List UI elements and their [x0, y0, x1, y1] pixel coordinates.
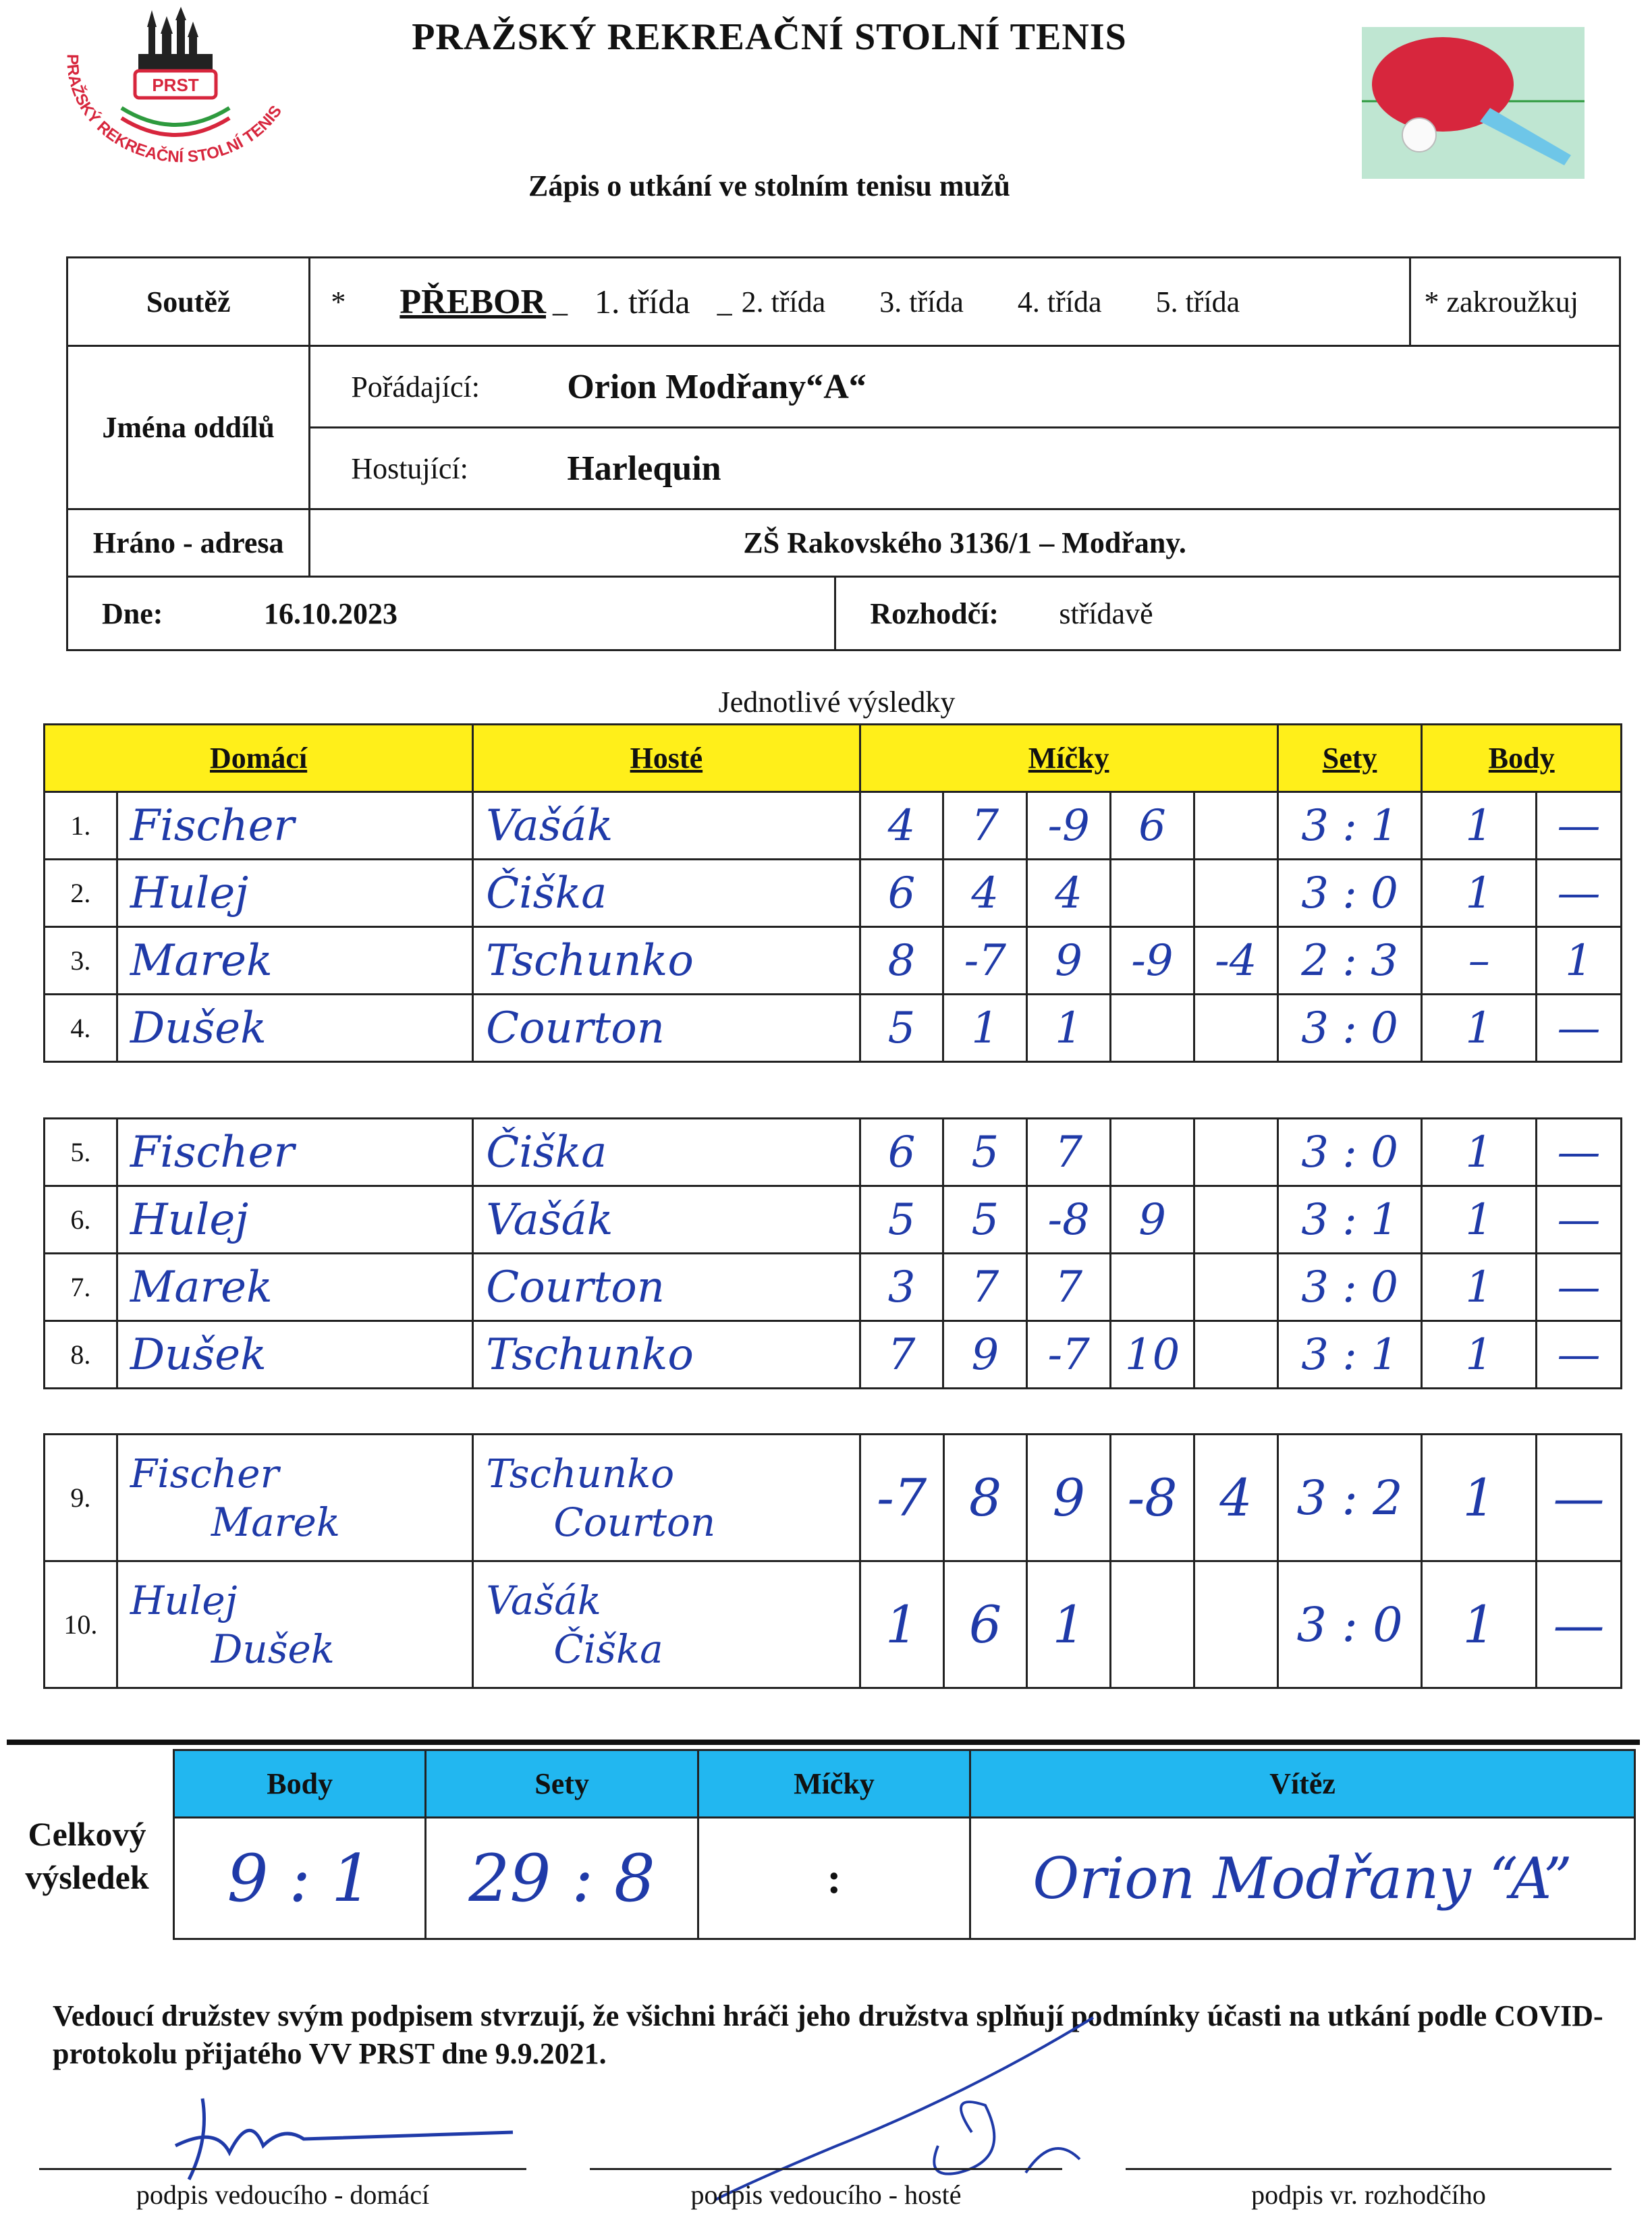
page-subtitle: Zápis o utkání ve stolním tenisu mužů: [528, 169, 1010, 202]
points-guest[interactable]: —: [1537, 1321, 1622, 1389]
match-row: [45, 860, 1622, 927]
home-player-1[interactable]: Fischer: [130, 1450, 279, 1497]
signature-line-home: [39, 2168, 526, 2170]
header-hoste: Hosté: [473, 725, 860, 792]
ball-score[interactable]: [1194, 1186, 1278, 1254]
total-body-value[interactable]: 9 : 1: [174, 1818, 426, 1939]
match-number: 7.: [45, 1254, 117, 1321]
header-domaci: Domácí: [45, 725, 473, 792]
rozhodci-value[interactable]: střídavě: [1059, 596, 1153, 630]
class-option-3[interactable]: 3. třída: [879, 285, 964, 318]
signature-home-label: podpis vedoucího - domácí: [136, 2179, 430, 2210]
guest-player[interactable]: Čiška: [473, 1119, 860, 1186]
ball-score[interactable]: 6: [1111, 792, 1194, 860]
ball-score[interactable]: 4: [1027, 860, 1111, 927]
sets-score[interactable]: 3 : 0: [1277, 1561, 1422, 1688]
match-number: 6.: [45, 1186, 117, 1254]
sets-score[interactable]: 3 : 1: [1277, 792, 1422, 860]
ball-score[interactable]: [1111, 1119, 1194, 1186]
sets-score[interactable]: 3 : 2: [1277, 1435, 1422, 1561]
hrano-label: Hráno - adresa: [67, 509, 310, 577]
header-sety: Sety: [1277, 725, 1422, 792]
soutez-options: [310, 258, 1620, 346]
results-table-doubles: [43, 1433, 1622, 1689]
match-row: [45, 1321, 1622, 1389]
match-number: 1.: [45, 792, 117, 860]
home-player[interactable]: Fischer: [117, 792, 472, 860]
signature-guest-label: podpis vedoucího - hosté: [690, 2179, 962, 2210]
signature-ref-label: podpis vr. rozhodčího: [1251, 2179, 1486, 2210]
points-guest[interactable]: —: [1537, 1186, 1622, 1254]
sets-score[interactable]: 3 : 0: [1277, 995, 1422, 1062]
ball-score[interactable]: 6: [860, 1119, 943, 1186]
points-guest[interactable]: —: [1537, 1254, 1622, 1321]
class-option-2[interactable]: 2. třída: [741, 285, 826, 318]
ball-score[interactable]: 4: [943, 860, 1027, 927]
ball-score[interactable]: [1111, 1561, 1194, 1688]
match-number: 5.: [45, 1119, 117, 1186]
results-table-b: [43, 1117, 1622, 1389]
soutez-star: *: [331, 285, 346, 318]
guest-player-1[interactable]: Tschunko: [486, 1450, 675, 1497]
match-row: [45, 1254, 1622, 1321]
points-home[interactable]: 1: [1422, 792, 1537, 860]
ball-score[interactable]: 9: [1027, 1435, 1111, 1561]
ball-score[interactable]: 8: [860, 927, 943, 995]
ball-score[interactable]: [1111, 860, 1194, 927]
signature-line-ref: [1126, 2168, 1612, 2170]
jmena-label: Jména oddílů: [67, 346, 310, 509]
match-number: 2.: [45, 860, 117, 927]
ping-pong-icon: [1362, 27, 1585, 179]
home-player-2[interactable]: Dušek: [211, 1626, 335, 1672]
poradajici-value[interactable]: Orion Modřany“A“: [567, 367, 866, 406]
sets-score[interactable]: 2 : 3: [1277, 927, 1422, 995]
doubles-row: [45, 1435, 1622, 1561]
guest-player[interactable]: Vašák: [473, 792, 860, 860]
results-caption: Jednotlivé výsledky: [718, 685, 956, 719]
points-home[interactable]: 1: [1422, 1186, 1537, 1254]
home-pair[interactable]: [117, 1561, 472, 1688]
ball-score[interactable]: 5: [860, 1186, 943, 1254]
ball-score[interactable]: 9: [1111, 1186, 1194, 1254]
total-header-vitez: Vítěz: [970, 1750, 1635, 1818]
ball-score[interactable]: 3: [860, 1254, 943, 1321]
points-guest[interactable]: —: [1537, 860, 1622, 927]
guest-player[interactable]: Courton: [473, 1254, 860, 1321]
ball-score[interactable]: 4: [1194, 1435, 1278, 1561]
sets-score[interactable]: 3 : 0: [1277, 1119, 1422, 1186]
match-row: [45, 995, 1622, 1062]
total-header-body: Body: [174, 1750, 426, 1818]
home-player[interactable]: Fischer: [117, 1119, 472, 1186]
class-option-4[interactable]: 4. třída: [1017, 285, 1102, 318]
guest-pair[interactable]: [473, 1561, 860, 1688]
ball-score[interactable]: -7: [1027, 1321, 1111, 1389]
results-table-a: [43, 723, 1622, 1063]
guest-player[interactable]: Courton: [473, 995, 860, 1062]
guest-player[interactable]: Tschunko: [473, 1321, 860, 1389]
sets-score[interactable]: 3 : 0: [1277, 860, 1422, 927]
points-home[interactable]: 1: [1422, 860, 1537, 927]
match-row: [45, 1186, 1622, 1254]
points-home[interactable]: 1: [1422, 1321, 1537, 1389]
ball-score[interactable]: 6: [860, 860, 943, 927]
ball-score[interactable]: 4: [860, 792, 943, 860]
points-home[interactable]: 1: [1422, 1119, 1537, 1186]
points-home[interactable]: –: [1422, 927, 1537, 995]
total-sety-value[interactable]: 29 : 8: [426, 1818, 698, 1939]
poradajici-label: Pořádající:: [351, 370, 480, 404]
info-table: [66, 256, 1621, 651]
match-row: [45, 792, 1622, 860]
class-option-5[interactable]: 5. třída: [1155, 285, 1240, 318]
match-row: [45, 1119, 1622, 1186]
ball-score[interactable]: -8: [1027, 1186, 1111, 1254]
rozhodci-label: Rozhodčí:: [870, 596, 999, 630]
ball-score[interactable]: 5: [943, 1186, 1027, 1254]
doubles-row: [45, 1561, 1622, 1688]
dne-label: Dne:: [102, 596, 163, 630]
points-home[interactable]: 1: [1422, 1254, 1537, 1321]
home-pair[interactable]: [117, 1435, 472, 1561]
dne-value[interactable]: 16.10.2023: [264, 596, 397, 630]
hostujici-label: Hostující:: [351, 451, 468, 485]
total-header-sety: Sety: [426, 1750, 698, 1818]
ball-score[interactable]: 9: [1027, 927, 1111, 995]
page-title: PRAŽSKÝ REKREAČNÍ STOLNÍ TENIS: [412, 16, 1127, 58]
hrano-value[interactable]: ZŠ Rakovského 3136/1 – Modřany.: [310, 509, 1620, 577]
match-number: 4.: [45, 995, 117, 1062]
home-player[interactable]: Hulej: [117, 1186, 472, 1254]
prst-logo: [27, 7, 310, 209]
points-guest[interactable]: —: [1537, 995, 1622, 1062]
class-separator: _: [553, 285, 568, 318]
ball-score[interactable]: 10: [1111, 1321, 1194, 1389]
ball-score[interactable]: -4: [1194, 927, 1277, 995]
guest-pair[interactable]: [473, 1435, 860, 1561]
ball-score[interactable]: 1: [1027, 1561, 1111, 1688]
class-option-1[interactable]: 1. třída: [595, 283, 690, 321]
total-top-rule: [7, 1740, 1640, 1745]
match-row: [45, 927, 1622, 995]
sets-score[interactable]: 3 : 1: [1277, 1321, 1422, 1389]
ball-score[interactable]: 7: [943, 1254, 1027, 1321]
ball-score[interactable]: 7: [943, 792, 1027, 860]
logo-ring-text: PRAŽSKÝ REKREAČNÍ STOLNÍ TENIS: [63, 53, 286, 167]
ball-score[interactable]: 6: [943, 1561, 1027, 1688]
ball-score[interactable]: 7: [1027, 1254, 1111, 1321]
guest-player[interactable]: Vašák: [473, 1186, 860, 1254]
points-home[interactable]: 1: [1422, 995, 1537, 1062]
ball-score[interactable]: [1194, 860, 1277, 927]
match-number: 3.: [45, 927, 117, 995]
points-guest[interactable]: —: [1537, 1435, 1622, 1561]
ball-score[interactable]: [1194, 1321, 1278, 1389]
prst-logo-graphic: [27, 7, 310, 209]
home-player-2[interactable]: Marek: [211, 1499, 341, 1545]
header-body: Body: [1422, 725, 1622, 792]
guest-player-1[interactable]: Vašák: [486, 1577, 601, 1623]
total-table: [173, 1749, 1636, 1940]
ball-score[interactable]: 8: [943, 1435, 1027, 1561]
signature-line-guest: [590, 2168, 1062, 2170]
ball-score[interactable]: -8: [1111, 1435, 1194, 1561]
match-number: 8.: [45, 1321, 117, 1389]
guest-player[interactable]: Čiška: [473, 860, 860, 927]
sets-score[interactable]: 3 : 0: [1277, 1254, 1422, 1321]
points-guest[interactable]: —: [1537, 792, 1622, 860]
ball-score[interactable]: 7: [1027, 1119, 1111, 1186]
points-home[interactable]: 1: [1422, 1435, 1537, 1561]
ball-score[interactable]: [1194, 995, 1277, 1062]
ball-score[interactable]: [1111, 1254, 1194, 1321]
ball-score[interactable]: 1: [1027, 995, 1111, 1062]
ball-score[interactable]: -9: [1111, 927, 1194, 995]
signature-home-scribble: [162, 2085, 540, 2186]
hostujici-value[interactable]: Harlequin: [567, 449, 721, 488]
logo-text: PRST: [152, 75, 199, 95]
ball-score[interactable]: 5: [860, 995, 943, 1062]
home-player[interactable]: Marek: [117, 1254, 472, 1321]
ball-score[interactable]: 5: [943, 1119, 1027, 1186]
total-label: Celkový výsledek: [25, 1815, 149, 1896]
match-number: 9.: [45, 1435, 117, 1561]
points-home[interactable]: 1: [1422, 1561, 1537, 1688]
home-player[interactable]: Hulej: [117, 860, 472, 927]
ball-score[interactable]: -9: [1027, 792, 1111, 860]
guest-player-2[interactable]: Courton: [553, 1499, 716, 1545]
circle-note: * zakroužkuj: [1409, 258, 1619, 345]
ball-score[interactable]: 1: [943, 995, 1027, 1062]
ball-score[interactable]: [1111, 995, 1194, 1062]
match-number: 10.: [45, 1561, 117, 1688]
paddle-graphic: [1362, 27, 1585, 179]
ball-score[interactable]: -7: [943, 927, 1027, 995]
class-separator: _: [717, 285, 732, 318]
ball-score[interactable]: 1: [860, 1561, 943, 1688]
ball-score[interactable]: [1194, 1561, 1278, 1688]
ball-score[interactable]: -7: [860, 1435, 943, 1561]
points-guest[interactable]: 1: [1537, 927, 1622, 995]
total-micky-value[interactable]: :: [698, 1818, 970, 1939]
ball-score[interactable]: [1194, 1254, 1278, 1321]
total-header-micky: Míčky: [698, 1750, 970, 1818]
soutez-label: Soutěž: [67, 258, 310, 346]
header-micky: Míčky: [860, 725, 1277, 792]
guest-player-2[interactable]: Čiška: [553, 1626, 663, 1672]
points-guest[interactable]: —: [1537, 1119, 1622, 1186]
sets-score[interactable]: 3 : 1: [1277, 1186, 1422, 1254]
home-player[interactable]: Marek: [117, 927, 472, 995]
home-player[interactable]: Dušek: [117, 1321, 472, 1389]
points-guest[interactable]: —: [1537, 1561, 1622, 1688]
ball-score[interactable]: [1194, 1119, 1278, 1186]
guest-player[interactable]: Tschunko: [473, 927, 860, 995]
home-player[interactable]: Dušek: [117, 995, 472, 1062]
ball-score[interactable]: 9: [943, 1321, 1027, 1389]
ball-score[interactable]: [1194, 792, 1277, 860]
total-vitez-value[interactable]: Orion Modřany “A”: [970, 1818, 1635, 1939]
ball-score[interactable]: 7: [860, 1321, 943, 1389]
class-prebor[interactable]: PŘEBOR: [400, 282, 546, 321]
covid-statement: Vedoucí družstev svým podpisem stvrzují, že všichni hráči jeho družstva splňují podmínky účasti na utkání podle COVID-protokolu přijatého VV PRST dne 9.9.2021.: [53, 1999, 1603, 2070]
home-player-1[interactable]: Hulej: [130, 1577, 238, 1623]
